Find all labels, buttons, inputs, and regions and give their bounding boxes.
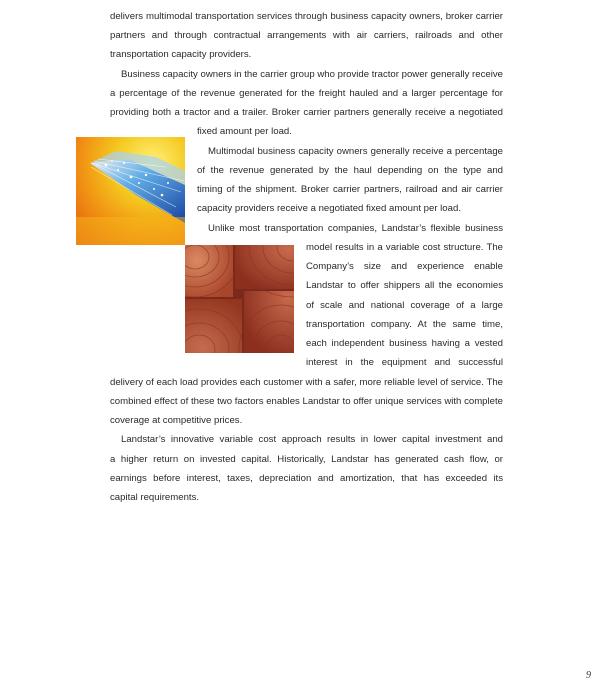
text-line: Landstar’s innovative variable cost approach results in lower capital investment and — [121, 434, 503, 445]
text-line: interest in the equipment and successful — [306, 357, 503, 368]
text-line: earnings before interest, taxes, depreciation and amortization, that has exceeded its — [110, 473, 503, 484]
text-line: transportation capacity providers. — [110, 49, 252, 60]
text-line: delivery of each load provides each customer with a safer, more reliable level of service. The — [110, 377, 503, 388]
text-line: of the revenue generated by the haul depending on the type and — [197, 165, 503, 176]
text-line: transportation company. At the same time, — [306, 319, 503, 330]
text-line: combined effect of these two factors enables Landstar to offer unique services with complete — [110, 396, 503, 407]
text-line: each independent business having a vested — [306, 338, 503, 349]
text-line: capacity providers receive a negotiated fixed amount per load. — [197, 203, 461, 214]
text-line: Unlike most transportation companies, Landstar’s flexible business — [208, 223, 503, 234]
text-line: a higher return on invested capital. Historically, Landstar has generated cash flow, or — [110, 454, 503, 465]
fiber-optic-image — [76, 137, 185, 245]
text-line: partners and through contractual arrangements with air carriers, railroads and other — [110, 30, 503, 41]
text-line: model results in a variable cost structure. The — [306, 242, 503, 253]
text-line: fixed amount per load. — [197, 126, 292, 137]
page-number: 9 — [586, 670, 591, 681]
text-line: coverage at competitive prices. — [110, 415, 243, 426]
text-line: providing both a tractor and a trailer. Broker carrier partners generally receive a negotiated — [110, 107, 503, 118]
text-line: of scale and national coverage of a large — [306, 300, 503, 311]
text-line: Business capacity owners in the carrier group who provide tractor power generally receive — [121, 69, 503, 80]
text-line: timing of the shipment. Broker carrier partners, railroad and air carrier — [197, 184, 503, 195]
text-line: a percentage of the revenue generated for the freight hauled and a larger percentage for — [110, 88, 503, 99]
wood-grain-image — [185, 245, 294, 353]
text-line: Landstar to offer shippers all the economies — [306, 280, 503, 291]
text-line: capital requirements. — [110, 492, 200, 503]
text-line: delivers multimodal transportation services through business capacity owners, broker carrier — [110, 11, 503, 22]
text-line: Company’s size and experience enable — [306, 261, 503, 272]
text-line: Multimodal business capacity owners generally receive a percentage — [208, 146, 503, 157]
